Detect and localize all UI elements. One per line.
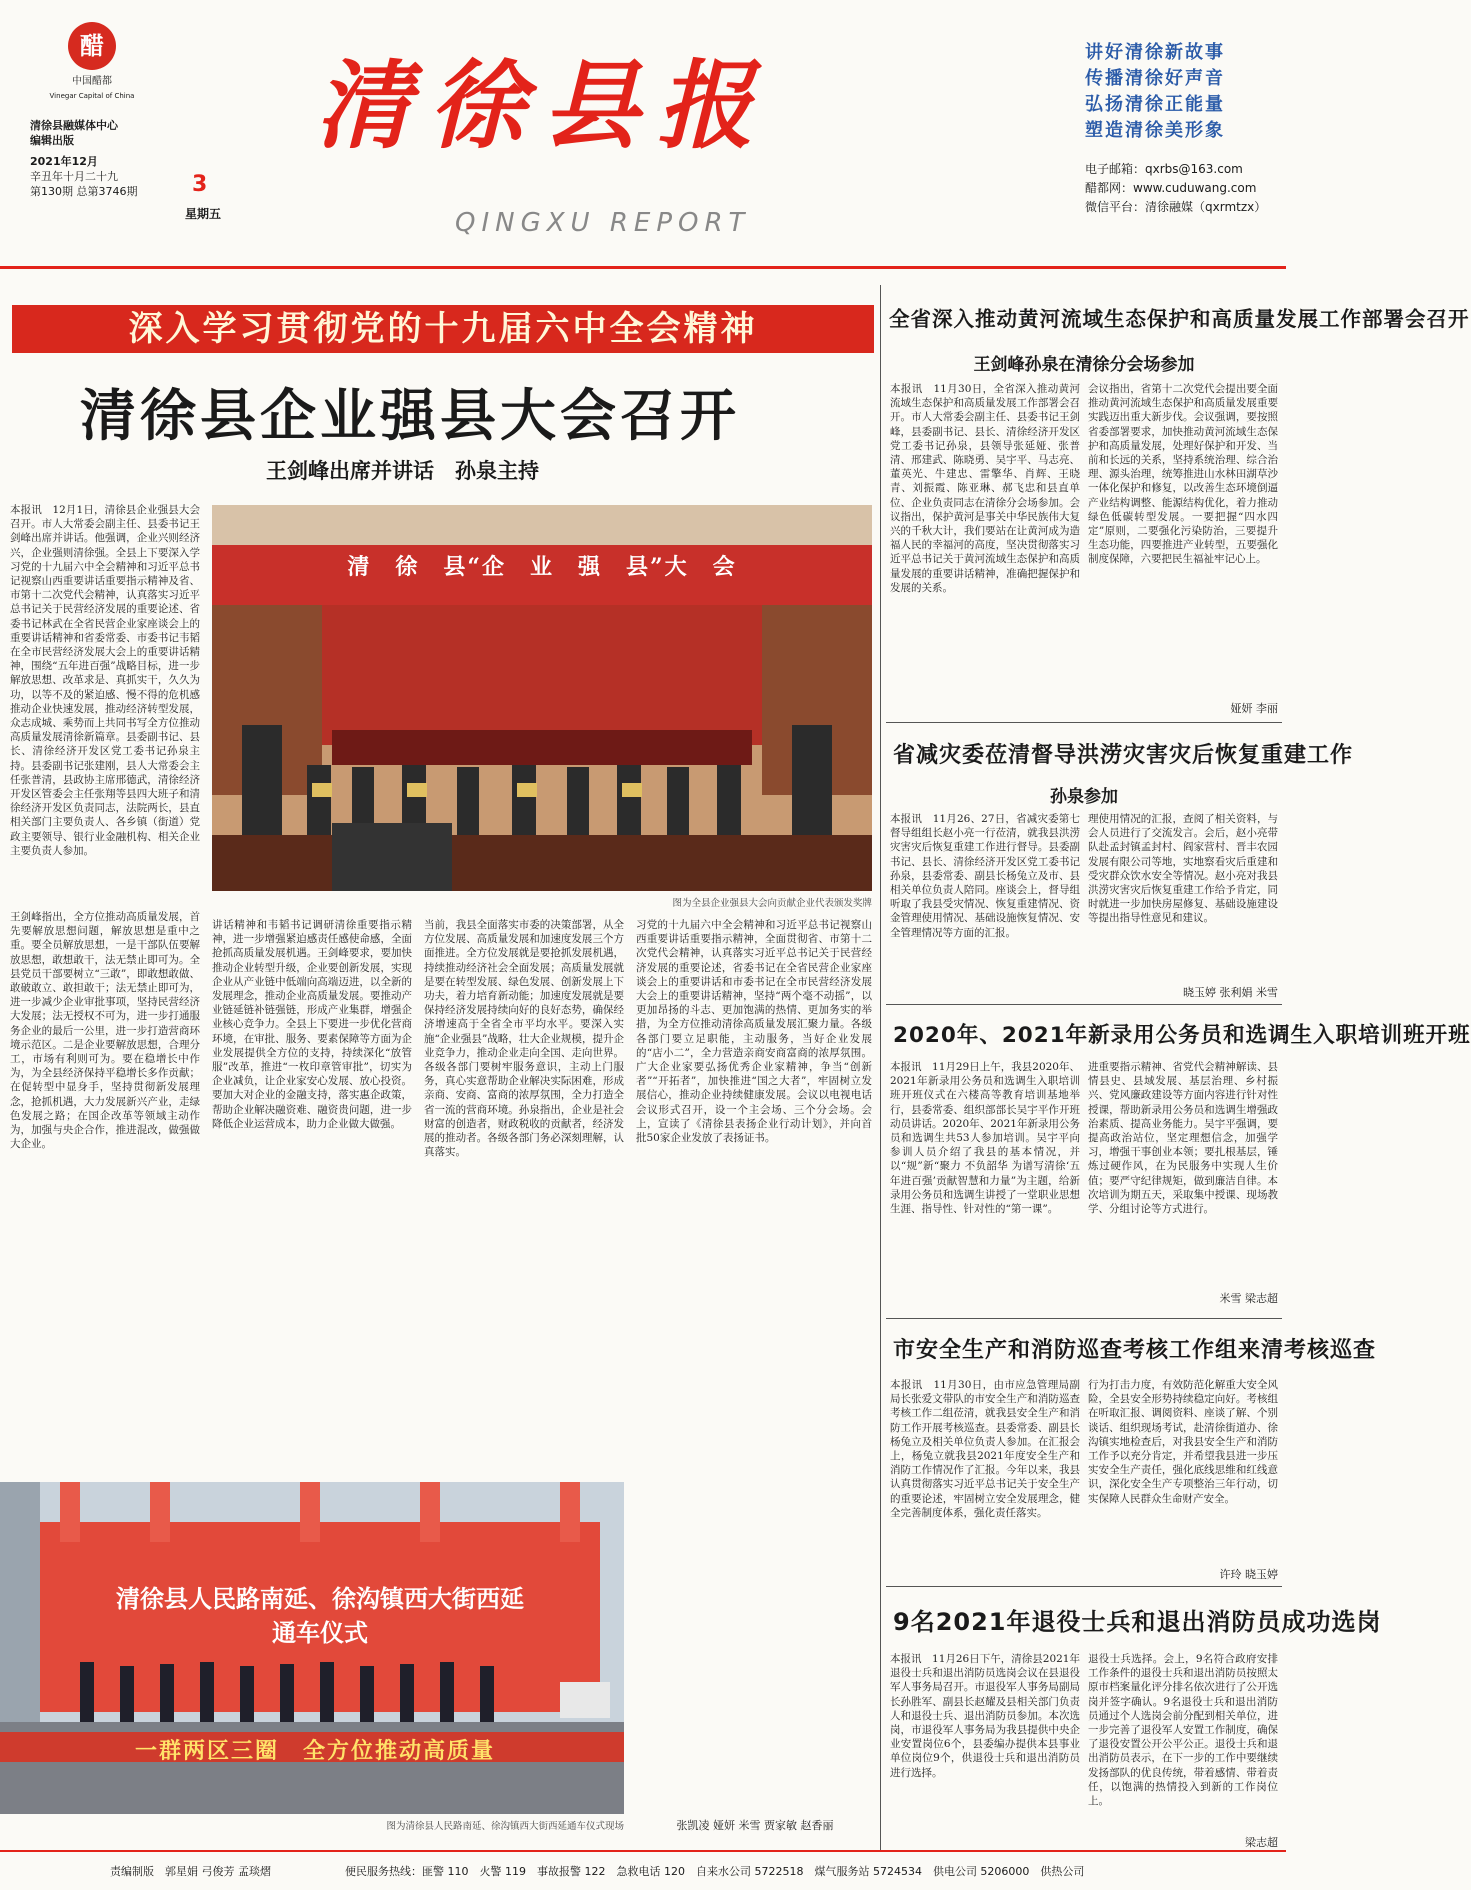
divider	[886, 1318, 1282, 1319]
article3-col2: 进重要指示精神、省党代会精神解读、县情县史、县域发展、基层治理、乡村振兴、党风廉政建设等方面内容进行针对性授课，帮助新录用公务员和选调生增强政治素质、提高业务能力。吴宇平强调，要提高政治站位，坚定理想信念，加强学习，增强干事创业本领；要扎根基层，锤炼过硬作风，在为民服务中实现人生价值；要严守纪律规矩，做到廉洁自律。本次培训为期五天，采取集中授课、现场教学、分组讨论等方式进行。	[1088, 1061, 1278, 1216]
article3-headline: 2020年、2021年新录用公务员和选调生入职培训班开班	[893, 1023, 1471, 1048]
divider	[886, 722, 1282, 723]
divider	[886, 1004, 1282, 1005]
slogan: 塑造清徐美形象	[1085, 120, 1225, 141]
article5-headline: 9名2021年退役士兵和退出消防员成功选岗	[893, 1608, 1382, 1636]
theme-banner: 深入学习贯彻党的十九届六中全会精神	[12, 305, 874, 353]
slogan: 讲好清徐新故事	[1085, 42, 1225, 63]
lead-headline: 清徐县企业强县大会召开	[80, 384, 740, 449]
lunar-date: 辛丑年十月二十九	[30, 170, 118, 183]
lead-photo-caption: 图为全县企业强县大会向贡献企业代表颁发奖牌	[672, 898, 872, 909]
article2-headline: 省减灾委莅清督导洪涝灾害灾后恢复重建工作	[893, 743, 1354, 768]
article5-col1: 本报讯 11月26日下午，清徐县2021年退役士兵和退出消防员选岗会议在县退役军人事务局召开。市退役军人事务局副局长孙胜军、副县长赵耀及县相关部门负责人和退役士兵、退出消防员参加。本次选岗，市退役军人事务局为我县提供中央企业安置岗位6个，县委编办提供本县事业单位岗位9个，供退役士兵和退出消防员进行选择。	[890, 1653, 1080, 1779]
email: 电子邮箱：qxrbs@163.com	[1085, 162, 1243, 176]
footer-hotlines: 便民服务热线：匪警 110 火警 119 事故报警 122 急救电话 120 自来水公司 5722518 煤气服务站 5724534 供电公司 5206000 供热公司	[345, 1865, 1085, 1878]
website: 醋都网：www.cuduwang.com	[1085, 181, 1257, 195]
article1-col2: 会议指出，省第十二次党代会提出要全面推动黄河流域生态保护和高质量发展重要实践迈出重大新步伐。会议强调，要按照省委部署要求，加快推动黄河流域生态保护和高质量发展，处理好保护和开发、当前和长远的关系，坚持系统治理、综合治理、源头治理，统筹推进山水林田湖草沙一体化保护和修复，以改善生态环境倒逼产业结构调整、能源结构优化，着力推动绿色低碳转型发展。一要把握“四水四定”原则，二要强化污染防治，三要提升生态功能，四要推进产业转型，五要强化制度保障，六要把民生福祉牢记心上。	[1088, 383, 1278, 566]
article1-byline: 娅妍 李丽	[1230, 702, 1278, 715]
article4-byline: 许玲 晓玉婷	[1219, 1568, 1278, 1581]
road-photo-caption: 图为清徐县人民路南延、徐沟镇西大街西延通车仪式现场	[386, 1821, 624, 1832]
brand-en: Vinegar Capital of China	[49, 92, 135, 100]
footer-editor: 责编制版 郭星娟 弓俊芳 孟琰熠	[110, 1865, 271, 1878]
lead-col4: 习党的十九届六中全会精神和习近平总书记视察山西重要讲话重要指示精神，全面贯彻省、市第十二次党代会精神，认真落实习近平总书记关于民营经济发展的重要论述，省委书记在全省民营企业家座谈会上的重要讲话和市委书记在全市民营经济发展大会上的重要讲话精神，坚持“两个毫不动摇”，以更加昂扬的斗志、更加饱满的热情、更加务实的举措，为全方位推动清徐高质量发展汇聚力量。各级各部门要立足职能，主动服务，当好企业发展的“店小二”，全力营造亲商安商富商的浓厚氛围。广大企业家要弘扬优秀企业家精神，争当“创新者”“开拓者”，加快推进“国之大者”，牢固树立发展信心，推动企业持续健康发展。会议以电视电话会议形式召开，设一个主会场、三个分会场。会上，宣读了《清徐县表扬企业行动计划》，并向首批50家企业发放了表扬证书。	[636, 919, 872, 1145]
ceremony-banner-line1: 清徐县人民路南延、徐沟镇西大街西延	[116, 1584, 524, 1613]
hall-banner-text: 清 徐 县“企 业 强 县”大 会	[347, 554, 737, 580]
article2-byline: 晓玉婷 张利娟 米雪	[1183, 986, 1278, 999]
masthead-left	[30, 22, 200, 199]
column-divider	[880, 285, 881, 1850]
wechat: 微信平台：清徐融媒（qxrmtzx）	[1085, 200, 1267, 214]
article4-headline: 市安全生产和消防巡查考核工作组来清考核巡查	[893, 1338, 1377, 1363]
footer	[0, 1855, 1286, 1885]
article4-col2: 行为打击力度，有效防范化解重大安全风险，全县安全形势持续稳定向好。考核组在听取汇报、调阅资料、座谈了解、个别谈话、组织现场考试，赴清徐街道办、徐沟镇实地检查后，对我县安全生产和消防工作予以充分肯定，并希望我县进一步压实安全生产责任，强化底线思维和红线意识，深化安全生产专项整治三年行动，切实保障人民群众生命财产安全。	[1088, 1379, 1278, 1505]
article2-col2: 理使用情况的汇报，查阅了相关资料，与会人员进行了交流发言。会后，赵小亮带队赴孟封镇孟封村、阎家营村、晋丰农园发展有限公司等地，实地察看灾后重建和受灾群众饮水安全等情况。赵小亮对我县洪涝灾害灾后恢复重建工作给予肯定，同时就进一步加快房屋修复、基础设施建设等提出指导性意见和建议。	[1088, 813, 1278, 925]
lead-col3: 当前，我县全面落实市委的决策部署，从全方位发展、高质量发展和加速度发展三个方面推进。全方位发展就是要抢抓发展机遇，持续推动经济社会全面发展；高质量发展就是要在转型发展、绿色发展、创新发展上下功夫，着力培育新动能；加速度发展就是要保持经济发展持续向好的良好态势，确保经济增速高于全省全市平均水平。要深入实施“企业强县”战略，壮大企业规模，提升企业竞争力，推动企业走向全国、走向世界。各级各部门要树牢服务意识，主动上门服务，真心实意帮助企业解决实际困难，形成亲商、安商、富商的浓厚氛围，全力打造全省一流的营商环境。孙泉指出，企业是社会财富的创造者，财政税收的贡献者，经济发展的推动者。各级各部门务必深刻理解，认真落实。	[424, 919, 624, 1159]
issue-date: 2021年12月	[30, 155, 98, 168]
ceremony-banner-line2: 通车仪式	[272, 1618, 368, 1647]
article4-col1: 本报讯 11月30日，由市应急管理局副局长张爱文带队的市安全生产和消防巡查考核工作二组莅清，就我县安全生产和消防工作开展考核巡查。县委常委、副县长杨兔立及相关单位负责人参加。在汇报会上，杨兔立就我县2021年度安全生产和消防工作情况作了汇报。今年以来，我县认真贯彻落实习近平总书记关于安全生产的重要论述，牢固树立安全发展理念，健全完善制度体系，强化责任落实。	[890, 1379, 1080, 1519]
article1-col1: 本报讯 11月30日，全省深入推动黄河流域生态保护和高质量发展工作部署会召开。市人大常委会副主任、县委书记王剑峰，县委副书记、县长、清徐经济开发区党工委书记孙泉，县领导张延娅、张普清、邢建武、陈晓勇、吴宇平、马志亮、董英光、牛建忠、雷擎华、肖辉、王晓青、刘振霞、陈亚琳、郝飞忠和县直单位、企业负责同志在清徐分会场参加。会议指出，保护黄河是事关中华民族伟大复兴的千秋大计，我们要站在让黄河成为造福人民的幸福河的高度，坚决贯彻落实习近平总书记关于黄河流域生态保护和高质量发展的重要讲话精神，准确把握保护和发展的关系。	[890, 383, 1080, 594]
contacts	[1085, 160, 1285, 217]
lead-byline: 张凯凌 娅妍 米雪 贾家敏 赵香丽	[676, 1819, 834, 1832]
edition-label: 编辑出版	[30, 134, 74, 147]
article1-subhead: 王剑峰孙泉在清徐分会场参加	[973, 355, 1195, 375]
lead-col2: 讲话精神和韦韬书记调研清徐重要指示精神，进一步增强紧迫感责任感使命感，全面抢抓高质量发展机遇。王剑峰要求，要加快推动企业转型升级，企业要创新发展，实现企业从产业链中低端向高端迈进，以全新的发展理念，推动企业高质量发展。要推动产业链延链补链强链，形成产业集群，增强企业核心竞争力。全县上下要进一步优化营商环境，在审批、服务、要素保障等方面为企业发展提供全方位的支持，持续深化“放管服”改革，推进“一枚印章管审批”，切实为企业减负，让企业家安心发展、放心投资。要加大对企业的金融支持，落实惠企政策，帮助企业解决融资难、融资贵问题，进一步降低企业运营成本，助力企业做大做强。	[212, 919, 412, 1130]
day-number: 3	[192, 172, 208, 197]
divider	[886, 1586, 1282, 1587]
lead-col1: 本报讯 12月1日，清徐县企业强县大会召开。市人大常委会副主任、县委书记王剑峰出席并讲话。他强调，企业兴则经济兴，企业强则清徐强。全县上下要深入学习党的十九届六中全会精神和习近平总书记视察山西重要讲话重要指示精神及省、市第十二次党代会精神，认真落实习近平总书记关于民营经济发展的重要论述、省委书记林武在全省民营企业家座谈会上的重要讲话精神和省委常委、市委书记韦韬在全市民营经济发展大会上的重要讲话精神，围绕“五年进百强”战略目标，进一步解放思想、改革求是、真抓实干，久久为功，以等不及的紧迫感、慢不得的危机感推动企业快速发展，推动经济转型发展，众志成城、乘势而上共同书写全方位推动高质量发展清徐新篇章。县委副书记、县长、清徐经济开发区党工委书记孙泉主持。县委副书记张建刚，县人大常委会主任张普清，县政协主席邢德武，清徐经济开发区管委会主任张翔等县四大班子和清徐经济开发区负责同志，法院两长，县直相关部门主要负责人、各乡镇（街道）党政主要领导、银行业金融机构、相关企业主要负责人参加。	[10, 504, 200, 857]
weekday: 星期五	[185, 207, 222, 221]
article5-byline: 梁志超	[1245, 1836, 1278, 1849]
slogan: 传播清徐好声音	[1085, 68, 1225, 89]
footer-rule	[0, 1850, 1286, 1852]
ceremony-banner	[50, 1582, 590, 1650]
article5-col2: 退役士兵选择。会上，9名符合政府安排工作条件的退役士兵和退出消防员按照太原市档案量化评分排名依次进行了公开选岗并签字确认。9名退役士兵和退出消防员通过个人选岗会前分配到相关单位，进一步完善了退役军人安置工作制度，确保了退役安置公开公平公正。退役士兵和退出消防员表示，在下一步的工作中要继续发扬部队的优良传统，带着感情、带着责任，以饱满的热情投入到新的工作岗位上。	[1088, 1653, 1278, 1808]
masthead-rule	[0, 266, 1286, 269]
media-center: 清徐县融媒体中心	[30, 119, 118, 132]
issue-number: 第130期 总第3746期	[30, 185, 138, 198]
brand-cn: 中国醋都	[72, 76, 112, 87]
article2-subhead: 孙泉参加	[1050, 787, 1118, 807]
newspaper-title-en: QINGXU REPORT	[455, 208, 751, 238]
article3-byline: 米雪 梁志超	[1219, 1292, 1278, 1305]
slogan: 弘扬清徐正能量	[1085, 94, 1225, 115]
road-opening-photo	[0, 1482, 624, 1814]
lead-subhead: 王剑峰出席并讲话 孙泉主持	[266, 458, 539, 483]
article1-headline: 全省深入推动黄河流域生态保护和高质量发展工作部署会召开	[889, 307, 1470, 331]
newspaper-title: 清徐县报	[315, 49, 771, 162]
lead-col1b: 王剑峰指出，全方位推动高质量发展，首先要解放思想问题，解放思想是重中之重。要全员解放思想，一是干部队伍要解放思想，敢想敢干，法无禁止即可为。全县党员干部要树立“三敢”，即敢想敢做、敢破敢立、敢担敢干；法无禁止即可为，进一步减少企业审批事项，坚持民营经济大发展；法无授权不可为，进一步打通服务企业的最后一公里，进一步打造营商环境示范区。二是企业要解放思想，合理分工，市场有利则可为。要在稳增长中作为，为全县经济保持平稳增长多作贡献；在促转型中显身手，坚持贯彻新发展理念，抢抓机遇，大力发展新兴产业，走绿色发展之路；在国企改革等领域主动作为，加强与央企合作，推进混改，做强做大企业。	[10, 911, 200, 1151]
ground-slogan: 一群两区三圈 全方位推动高质量	[134, 1738, 495, 1764]
vinegar-capital-logo-icon: 醋	[68, 22, 116, 70]
article3-col1: 本报讯 11月29日上午，我县2020年、2021年新录用公务员和选调生入职培训班开班仪式在六楼高等教育培训基地举行，县委常委、组织部部长吴宇平作开班动员讲话。2020年、2021年新录用公务员和选调生共53人参加培训。吴宇平向参训人员介绍了我县的基本情况，并以“规”新“聚力 不负韶华 为谱写清徐‘五年进百强’贡献智慧和力量”为主题，给新录用公务员和选调生讲授了一堂职业思想生涯、指导性、针对性的“第一课”。	[890, 1061, 1080, 1216]
article2-col1: 本报讯 11月26、27日，省减灾委第七督导组组长赵小亮一行莅清，就我县洪涝灾害灾后恢复重建工作进行督导。县委副书记、县长、清徐经济开发区党工委书记孙泉，县委常委、副县长杨兔立及市、县相关单位负责人陪同。座谈会上，督导组听取了我县受灾情况、恢复重建情况、资金管理使用情况、基础设施恢复情况、安全管理情况等方面的汇报。	[890, 813, 1080, 939]
slogans	[1085, 40, 1275, 144]
lead-photo	[212, 505, 872, 891]
